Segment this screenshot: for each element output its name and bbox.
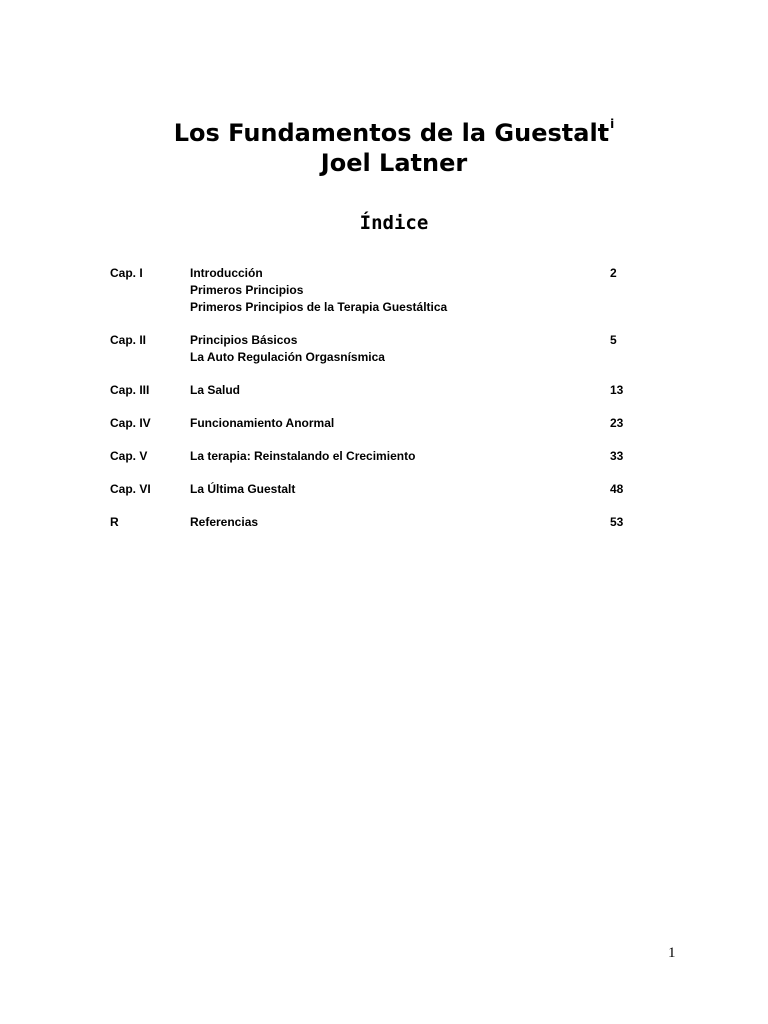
table-of-contents (110, 265, 650, 547)
document-title-text: Los Fundamentos de la Guestalt (173, 119, 610, 147)
toc-page-number: 5 (610, 333, 617, 347)
toc-title: La Última Guestalt (190, 482, 296, 496)
toc-title: Referencias (190, 515, 259, 529)
toc-title: Primeros Principios (190, 283, 304, 297)
toc-titles (190, 265, 610, 316)
document-author: Joel Latner (320, 149, 468, 177)
toc-page-number: 23 (610, 416, 624, 430)
toc-chapter-label: Cap. I (110, 266, 143, 280)
toc-titles (190, 448, 610, 465)
toc-title: Principios Básicos (190, 333, 298, 347)
toc-titles (190, 332, 610, 366)
toc-heading: Índice (359, 212, 429, 234)
toc-entry (110, 481, 650, 498)
document-title (0, 114, 768, 147)
toc-title: La Salud (190, 383, 241, 397)
toc-title: La Auto Regulación Orgasnísmica (190, 350, 385, 364)
toc-chapter-label: Cap. VI (110, 482, 151, 496)
title-footnote-marker[interactable]: i (610, 117, 615, 131)
toc-page-number: 13 (610, 383, 624, 397)
toc-titles (190, 382, 610, 399)
toc-entry (110, 448, 650, 465)
toc-entry (110, 415, 650, 432)
toc-titles (190, 415, 610, 432)
toc-chapter-label: Cap. II (110, 333, 147, 347)
toc-chapter-label: R (110, 515, 119, 529)
toc-title: Funcionamiento Anormal (190, 416, 335, 430)
toc-entry (110, 332, 650, 366)
toc-page-number: 48 (610, 482, 624, 496)
toc-chapter-label: Cap. IV (110, 416, 151, 430)
toc-title: Introducción (190, 266, 263, 280)
toc-entry (110, 265, 650, 316)
toc-page-number: 2 (610, 266, 617, 280)
toc-titles (190, 514, 610, 531)
toc-page-number: 53 (610, 515, 624, 529)
toc-entry (110, 514, 650, 531)
toc-titles (190, 481, 610, 498)
page-number: 1 (668, 945, 676, 961)
toc-page-number: 33 (610, 449, 624, 463)
toc-chapter-label: Cap. V (110, 449, 148, 463)
toc-chapter-label: Cap. III (110, 383, 150, 397)
toc-title: Primeros Principios de la Terapia Guestáltica (190, 300, 448, 314)
toc-title: La terapia: Reinstalando el Crecimiento (190, 449, 416, 463)
toc-entry (110, 382, 650, 399)
